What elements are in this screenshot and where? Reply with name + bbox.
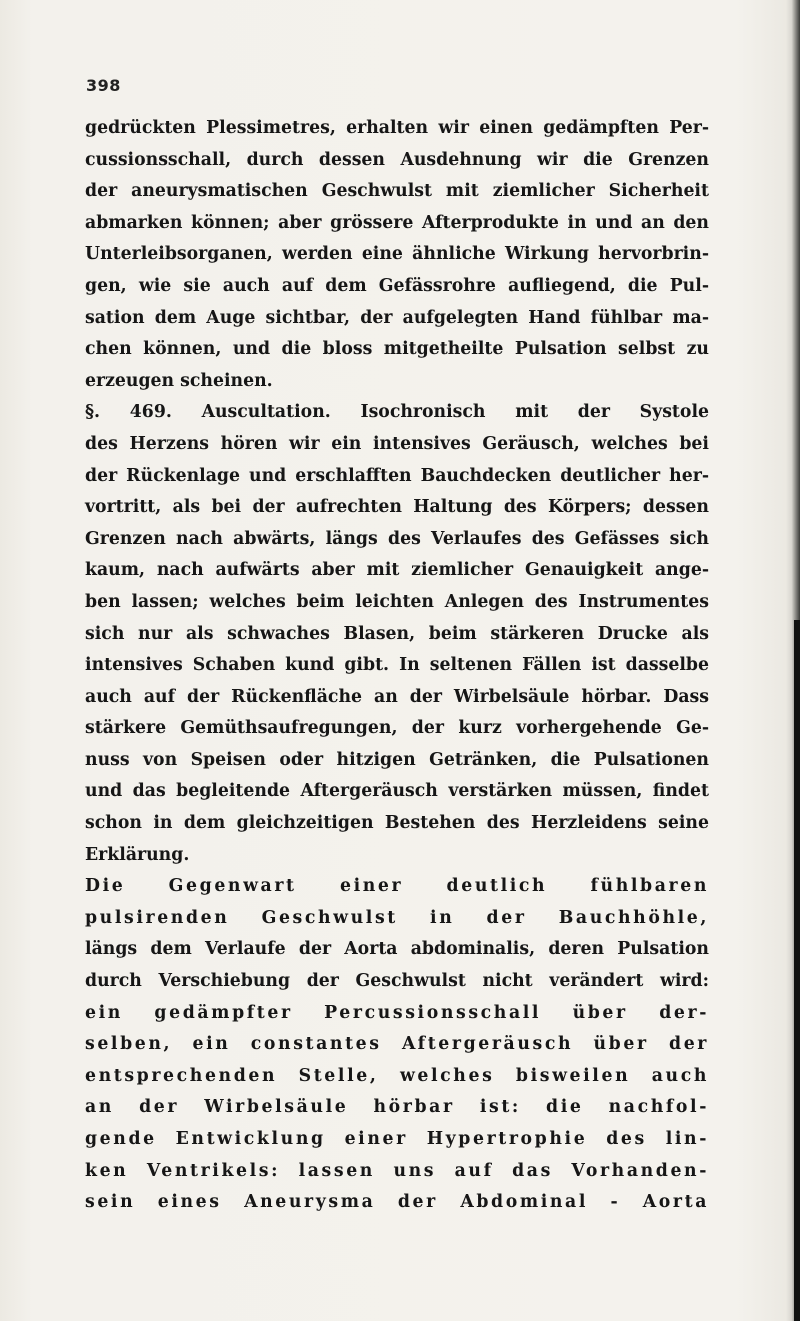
text-line: und das begleitende Aftergeräusch verstärken müssen, findet <box>85 781 709 802</box>
page-edge-shadow <box>786 0 800 1321</box>
text-line: intensives Schaben kund gibt. In seltenen Fällen ist dasselbe <box>85 655 709 676</box>
text-line: schon in dem gleichzeitigen Bestehen des Herzleidens seine <box>85 813 709 834</box>
text-line: selben, ein constantes Aftergeräusch über der <box>85 1034 709 1055</box>
text-line: ben lassen; welches beim leichten Anlegen des Instrumentes <box>85 591 709 612</box>
text-line: pulsirenden Geschwulst in der Bauchhöhle, <box>85 907 709 928</box>
text-line: vortritt, als bei der aufrechten Haltung des Körpers; dessen <box>85 497 709 518</box>
text-line: durch Verschiebung der Geschwulst nicht verändert wird: <box>85 971 709 992</box>
text-line: sation dem Auge sichtbar, der aufgelegten Hand fühlbar ma- <box>85 307 709 328</box>
text-line: Unterleibsorganen, werden eine ähnliche Wirkung hervorbrin- <box>85 244 709 265</box>
text-line: cussionsschall, durch dessen Ausdehnung wir die Grenzen <box>85 149 709 170</box>
text-line: an der Wirbelsäule hörbar ist: die nachfol- <box>85 1097 709 1118</box>
text-line: entsprechenden Stelle, welches bisweilen auch <box>85 1065 709 1086</box>
text-line: längs dem Verlaufe der Aorta abdominalis, deren Pulsation <box>85 939 709 960</box>
text-line: der aneurysmatischen Geschwulst mit ziemlicher Sicherheit <box>85 181 709 202</box>
text-line: auch auf der Rückenfläche an der Wirbelsäule hörbar. Dass <box>85 686 709 707</box>
text-line: sich nur als schwaches Blasen, beim stärkeren Drucke als <box>85 623 709 644</box>
page-number: 398 <box>86 76 121 95</box>
text-line: gedrückten Plessimetres, erhalten wir einen gedämpften Per- <box>85 118 709 138</box>
text-line: chen können, und die bloss mitgetheilte Pulsation selbst zu <box>85 339 709 360</box>
text-line: ein gedämpfter Percussionsschall über der- <box>85 1002 709 1023</box>
text-line: der Rückenlage und erschlafften Bauchdecken deutlicher her- <box>85 465 709 486</box>
body-text <box>85 113 709 1219</box>
text-line: ken Ventrikels: lassen uns auf das Vorhanden- <box>85 1160 709 1181</box>
text-line: stärkere Gemüthsaufregungen, der kurz vorhergehende Ge- <box>85 718 709 739</box>
text-line: gen, wie sie auch auf dem Gefässrohre aufliegend, die Pul- <box>85 275 709 296</box>
text-line: Die Gegenwart einer deutlich fühlbaren <box>85 876 709 897</box>
text-line: §. 469. Auscultation. Isochronisch mit der Systole <box>85 402 709 423</box>
text-line: erzeugen scheinen. <box>85 370 273 391</box>
text-line: kaum, nach aufwärts aber mit ziemlicher Genauigkeit ange- <box>85 560 709 581</box>
text-line: sein eines Aneurysma der Abdominal - Aorta <box>85 1192 709 1213</box>
text-line: gende Entwicklung einer Hypertrophie des lin- <box>85 1129 709 1149</box>
text-line: Erklärung. <box>85 844 190 865</box>
text-line: Grenzen nach abwärts, längs des Verlaufes des Gefässes sich <box>85 528 709 549</box>
text-line: nuss von Speisen oder hitzigen Getränken, die Pulsationen <box>85 749 709 770</box>
text-line: abmarken können; aber grössere Afterprodukte in und an den <box>85 212 709 233</box>
text-line: des Herzens hören wir ein intensives Geräusch, welches bei <box>85 433 709 454</box>
